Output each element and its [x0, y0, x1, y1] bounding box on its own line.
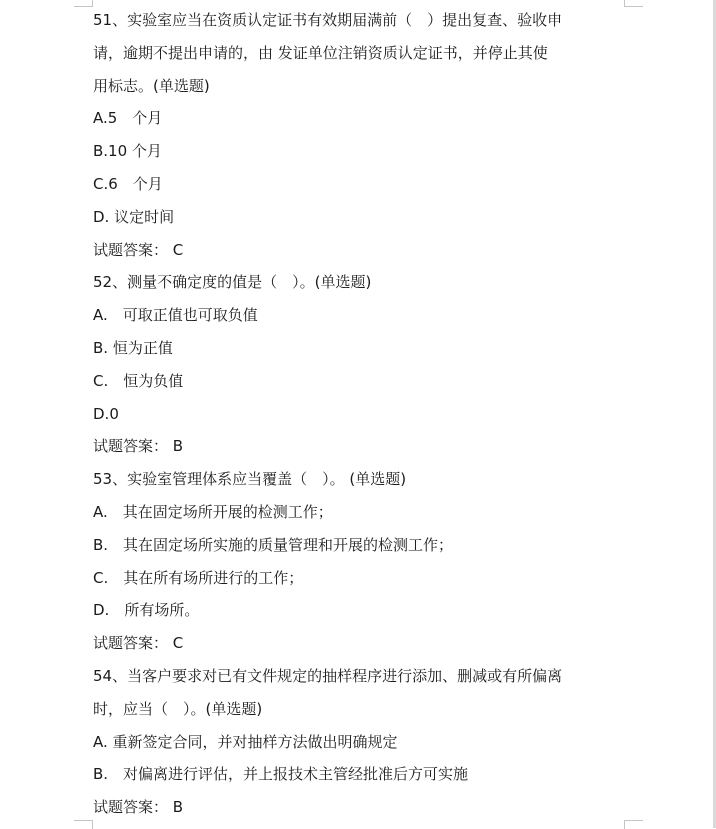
- question-text: 53、实验室管理体系应当覆盖（ ）。 (单选题): [93, 470, 407, 489]
- correct-answer: 试题答案： B: [93, 437, 184, 456]
- correct-answer: 试题答案： C: [93, 634, 184, 653]
- question-block: [93, 4, 633, 266]
- question-text: 请，逾期不提出申请的，由 发证单位注销资质认定证书，并停止其使: [93, 43, 548, 62]
- answer-option: A. 重新签定合同，并对抽样方法做出明确规定: [93, 732, 398, 751]
- document-body: [93, 4, 633, 824]
- answer-option: D. 议定时间: [93, 207, 175, 226]
- answer-option: D. 所有场所。: [93, 601, 200, 620]
- answer-option: A.5 个月: [93, 109, 163, 128]
- answer-option: B. 其在固定场所实施的质量管理和开展的检测工作；: [93, 535, 454, 554]
- answer-option: A. 其在固定场所开展的检测工作；: [93, 502, 333, 521]
- answer-option: B.10 个月: [93, 142, 162, 161]
- question-block: [93, 463, 633, 660]
- question-text: 51、实验室应当在资质认定证书有效期届满前（ ）提出复查、验收申: [93, 11, 563, 29]
- answer-option: C. 恒为负值: [93, 371, 184, 390]
- answer-option: C. 其在所有场所进行的工作；: [93, 568, 304, 587]
- answer-option: D.0: [93, 404, 119, 423]
- question-text: 54、当客户要求对已有文件规定的抽样程序进行添加、删减或有所偏离: [93, 666, 563, 685]
- question-text: 52、测量不确定度的值是（ ）。(单选题): [93, 273, 372, 292]
- answer-option: C.6 个月: [93, 174, 163, 193]
- answer-option: A. 可取正值也可取负值: [93, 306, 258, 325]
- page-corner-mark: [74, 0, 93, 7]
- answer-option: B. 恒为正值: [93, 338, 173, 357]
- answer-option: B. 对偏离进行评估，并上报技术主管经批准后方可实施: [93, 765, 469, 784]
- question-text: 时，应当（ ）。(单选题): [93, 699, 263, 718]
- question-block: [93, 266, 633, 463]
- question-text: 用标志。(单选题): [93, 76, 210, 95]
- correct-answer: 试题答案： C: [93, 240, 184, 259]
- question-block: [93, 660, 633, 824]
- correct-answer: 试题答案： B: [93, 798, 184, 817]
